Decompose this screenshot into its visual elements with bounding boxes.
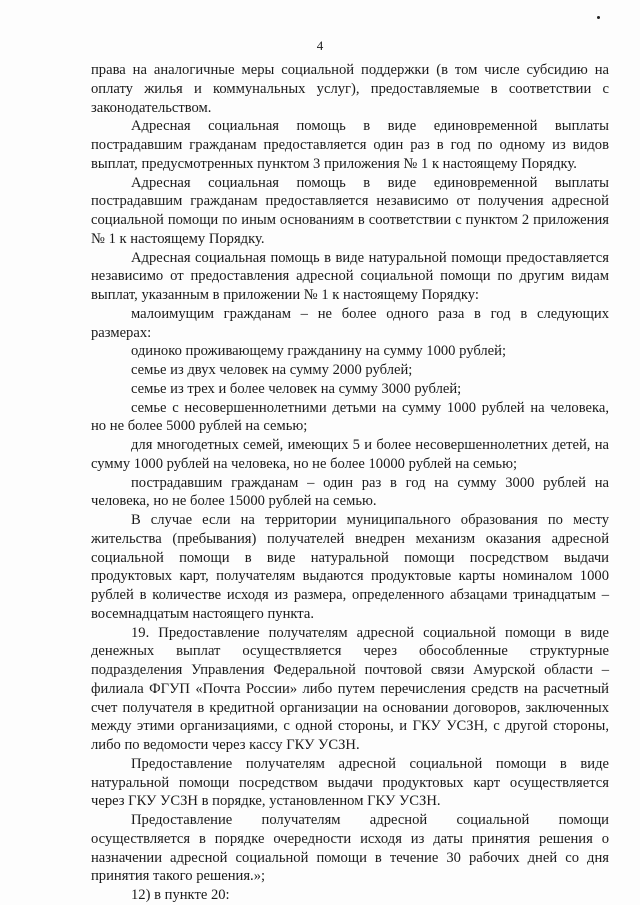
paragraph: 19. Предоставление получателям адресной социальной помощи в виде денежных выплат осуществляется через обособленные структурные подразделения Управления Федеральной почтовой связи Амурской области – филиала ФГУП «Почта России» либо путем перечисления средств на расчетный счет получателя в кредитной организации на основании договоров, заключенных между этими организациями, с одной стороны, и ГКУ УСЗН, с другой стороны, либо по ведомости через кассу ГКУ УСЗН. [91,624,609,753]
paragraph: для многодетных семей, имеющих 5 и более несовершеннолетних детей, на сумму 1000 рублей на человека, но не более 10000 рублей на семью; [91,437,609,472]
paragraph: права на аналогичные меры социальной поддержки (в том числе субсидию на оплату жилья и коммунальных услуг), предоставляемые в соответствии с законодательством. [91,62,609,116]
paragraph: Предоставление получателям адресной социальной помощи осуществляется в порядке очередности исходя из даты принятия решения о назначении адресной социальной помощи в течение 30 рабочих дней со дня принятия такого решения.»; [91,812,609,885]
page-number: 4 [316,38,324,53]
paragraph: пострадавшим гражданам – один раз в год на сумму 3000 рублей на человека, но не более 15000 рублей на семью. [91,474,609,510]
paragraph: семье из трех и более человек на сумму 3000 рублей; [131,380,462,397]
paragraph: Предоставление получателям адресной социальной помощи в виде натуральной помощи посредством выдачи продуктовых карт осуществляется через ГКУ УСЗН в порядке, установленном ГКУ УСЗН. [91,755,609,810]
paragraph: Адресная социальная помощь в виде натуральной помощи предоставляется независимо от предоставления адресной социальной помощи по другим видам выплат, указанным в приложении № 1 к настоящему Порядку: [91,249,609,303]
paragraph: семье с несовершеннолетними детьми на сумму 1000 рублей на человека, но не более 5000 рублей на семью; [91,399,609,435]
paragraph: семье из двух человек на сумму 2000 рублей; [131,362,413,378]
paragraph: Адресная социальная помощь в виде единовременной выплаты пострадавшим гражданам предоставляется один раз в год по одному из видов выплат, предусмотренных пунктом 3 приложения № 1 к настоящему Порядку. [91,118,609,172]
document-body [91,61,609,905]
paragraph: малоимущим гражданам – не более одного раза в год в следующих размерах: [91,305,609,341]
paragraph: Адресная социальная помощь в виде единовременной выплаты пострадавшим гражданам предоставляется независимо от получения адресной социальной помощи по иным основаниям в соответствии с пунктом 2 приложения № 1 к настоящему Порядку. [91,174,609,247]
paragraph: одиноко проживающему гражданину на сумму 1000 рублей; [131,343,507,360]
paragraph: 12) в пункте 20: [131,887,230,903]
paragraph: В случае если на территории муниципального образования по месту жительства (пребывания) получателей внедрен механизм оказания адресной социальной помощи в виде натуральной помощи посредством выдачи продуктовых карт, получателям выдаются продуктовые карты номиналом 1000 рублей в количестве исходя из размера, определенного абзацами тринадцатым – восемнадцатым настоящего пункта. [91,512,609,622]
scan-speck [597,16,600,19]
